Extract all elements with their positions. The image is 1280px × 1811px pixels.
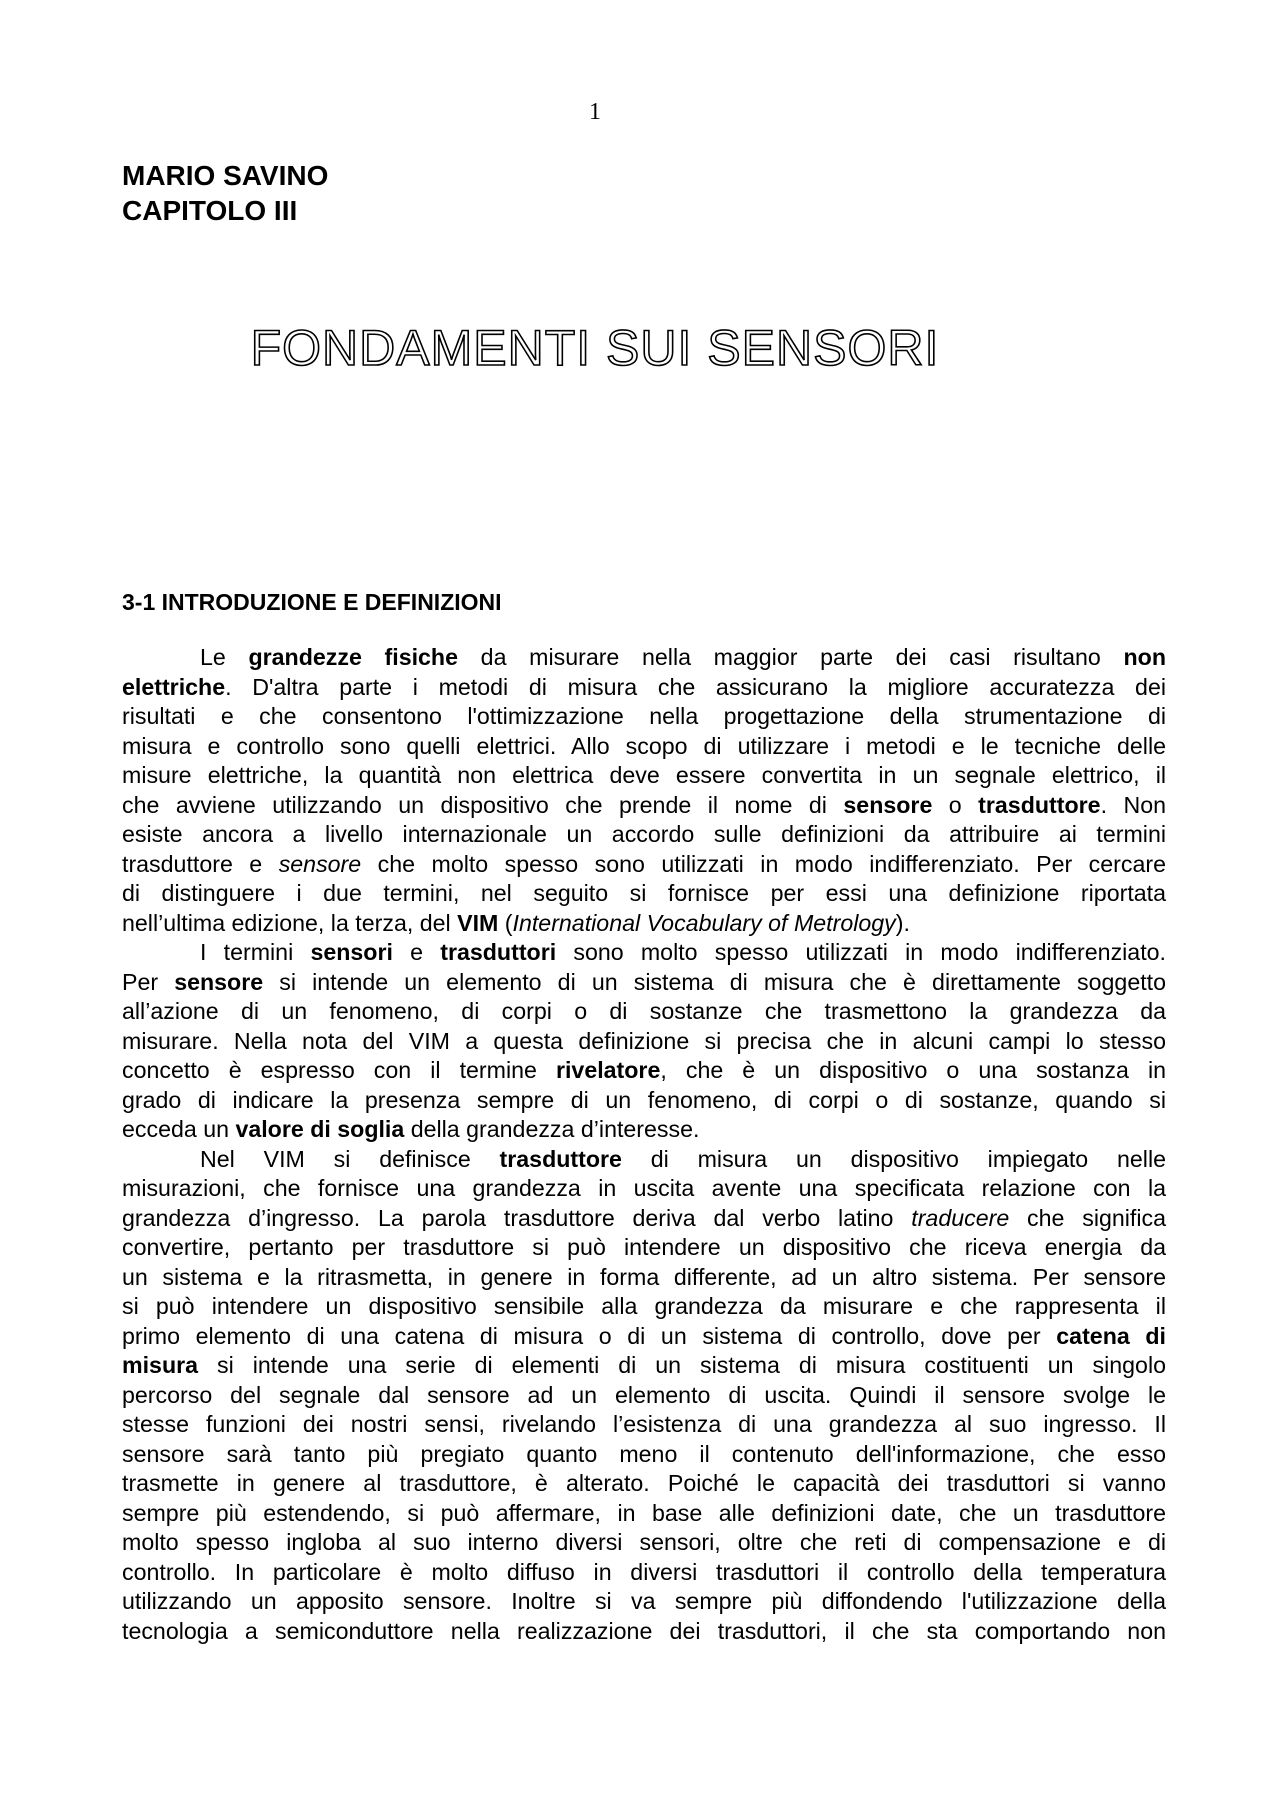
text-run: di distinguere i due termini, nel seguito si fornisce per essi una definizione riportata [122,880,1166,906]
text-line [122,761,1166,791]
text-run: che avviene utilizzando un dispositivo che prende il nome di [122,791,844,818]
text-run: della grandezza d’interesse. [404,1116,700,1142]
text-run: molto spesso ingloba al suo interno diversi sensori, oltre che reti di compensazione e di [122,1529,1166,1555]
text-run: trasmette in genere al trasduttore, è alterato. Poiché le capacità dei trasduttori si vanno [122,1470,1166,1496]
text-run: da misurare nella maggior parte dei casi risultano [458,644,1124,670]
text-run: o [932,791,979,818]
text-run: sono molto spesso utilizzati in modo indifferenziato. [556,939,1166,965]
text-run: ( [498,909,513,936]
text-run: Per [122,968,175,995]
text-line [122,1499,1166,1529]
text-run: ). [895,909,910,936]
text-run: si intende un elemento di un sistema di misura che è direttamente soggetto [263,968,1166,995]
text-run: esiste ancora a livello internazionale un accordo sulle definizioni da attribuire ai termini [122,821,1166,847]
text-line [122,702,1166,732]
text-line [122,1381,1166,1411]
text-line [122,1469,1166,1499]
text-run: si può intendere un dispositivo sensibile alla grandezza da misurare e che rappresenta il [122,1293,1166,1319]
text-run: I termini [200,939,311,965]
text-line [122,1086,1166,1116]
bold-term: trasduttore [499,1145,622,1172]
text-line [122,938,1166,968]
text-line [122,1322,1166,1352]
header-block [122,158,328,228]
bold-term: grandezze fisiche [248,644,458,670]
text-run: controllo. In particolare è molto diffuso in diversi trasduttori il controllo della temperatura [122,1558,1166,1585]
section-heading: 3-1 INTRODUZIONE E DEFINIZIONI [122,589,502,615]
chapter-label: CAPITOLO III [122,195,298,226]
bold-term: sensore [843,791,933,818]
bold-term: valore di soglia [235,1116,405,1142]
text-run: . D'altra parte i metodi di misura che assicurano la migliore accuratezza dei [225,673,1166,700]
text-line [122,1617,1166,1647]
text-line [122,643,1166,673]
text-run: grandezza d’ingresso. La parola trasduttore deriva dal verbo latino [122,1204,912,1231]
page-number: 1 [589,99,601,125]
author-name: MARIO SAVINO [122,160,329,191]
text-run: stesse funzioni dei nostri sensi, rivelando l’esistenza di una grandezza al suo ingresso. Il [122,1411,1166,1437]
bold-term: catena di [1056,1322,1166,1349]
text-run: che molto spesso sono utilizzati in modo indifferenziato. Per cercare [361,850,1167,877]
text-run: grado di indicare la presenza sempre di un fenomeno, di corpi o di sostanze, quando si [122,1086,1166,1113]
text-line [122,968,1166,998]
text-run: primo elemento di una catena di misura o di un sistema di controllo, dove per [122,1322,1057,1349]
italic-term: sensore [278,850,362,877]
bold-term: trasduttore [978,791,1101,818]
text-line [122,1440,1166,1470]
text-line [122,1115,1166,1145]
text-line [122,1145,1166,1175]
text-run: nell’ultima edizione, la terza, del [122,909,458,936]
text-line [122,1410,1166,1440]
bold-term: rivelatore [555,1057,661,1083]
text-line [122,1174,1166,1204]
text-run: concetto è espresso con il termine [122,1057,556,1083]
bold-term: VIM [457,909,499,936]
bold-term: misura [122,1352,199,1378]
body-text [122,643,1166,1646]
bold-term: sensore [174,968,264,995]
text-run: un sistema e la ritrasmetta, in genere in forma differente, ad un altro sistema. Per sensore [122,1263,1166,1290]
text-run: percorso del segnale dal sensore ad un elemento di uscita. Quindi il sensore svolge le [122,1381,1166,1408]
text-run: Nel VIM si definisce [200,1145,500,1172]
text-line [122,1204,1166,1234]
text-run: e [392,939,441,965]
text-line [122,1233,1166,1263]
text-run: risultati e che consentono l'ottimizzazione nella progettazione della strumentazione di [122,703,1166,729]
text-run: convertire, pertanto per trasduttore si può intendere un dispositivo che riceva energia da [122,1234,1166,1260]
text-line [122,850,1166,880]
bold-term: sensori [310,939,393,965]
text-line [122,1351,1166,1381]
text-line [122,1528,1166,1558]
text-run: sensore sarà tanto più pregiato quanto meno il contenuto dell'informazione, che esso [122,1440,1166,1467]
text-line [122,879,1166,909]
text-line [122,1056,1166,1086]
italic-term: International Vocabulary of Metrology [512,909,896,936]
text-run: di misura un dispositivo impiegato nelle [621,1145,1167,1172]
text-line [122,1587,1166,1617]
text-run: misurare. Nella nota del VIM a questa definizione si precisa che in alcuni campi lo stesso [122,1027,1166,1054]
text-run: Le [200,644,249,670]
text-run: misura e controllo sono quelli elettrici. Allo scopo di utilizzare i metodi e le tecniche delle [122,732,1166,759]
text-run: che significa [1009,1204,1166,1231]
chapter-title: FONDAMENTI SUI SENSORI [250,320,940,376]
text-line [122,1263,1166,1293]
bold-term: non [1123,644,1166,670]
text-line [122,673,1166,703]
text-run: trasduttore e [122,850,279,877]
text-line [122,791,1166,821]
text-line [122,1027,1166,1057]
text-run: si intende una serie di elementi di un sistema di misura costituenti un singolo [198,1352,1166,1378]
bold-term: elettriche [122,673,226,700]
text-run: , che è un dispositivo o una sostanza in [660,1057,1166,1083]
text-run: all’azione di un fenomeno, di corpi o di sostanze che trasmettono la grandezza da [122,998,1166,1024]
text-line [122,909,1166,939]
text-run: misure elettriche, la quantità non elettrica deve essere convertita in un segnale elettrico, il [122,762,1166,788]
text-line [122,1558,1166,1588]
text-line [122,1292,1166,1322]
italic-term: traducere [911,1204,1010,1231]
text-line [122,732,1166,762]
text-run: ecceda un [122,1116,236,1142]
text-run: sempre più estendendo, si può affermare, in base alle definizioni date, che un trasduttore [122,1499,1166,1526]
text-run: misurazioni, che fornisce una grandezza in uscita avente una specificata relazione con la [122,1175,1166,1201]
text-run: . Non [1100,791,1166,818]
text-run: utilizzando un apposito sensore. Inoltre si va sempre più diffondendo l'utilizzazione della [122,1588,1166,1614]
text-run: tecnologia a semiconduttore nella realizzazione dei trasduttori, il che sta comportando non [122,1617,1166,1644]
text-line [122,820,1166,850]
bold-term: trasduttori [440,939,557,965]
text-line [122,997,1166,1027]
